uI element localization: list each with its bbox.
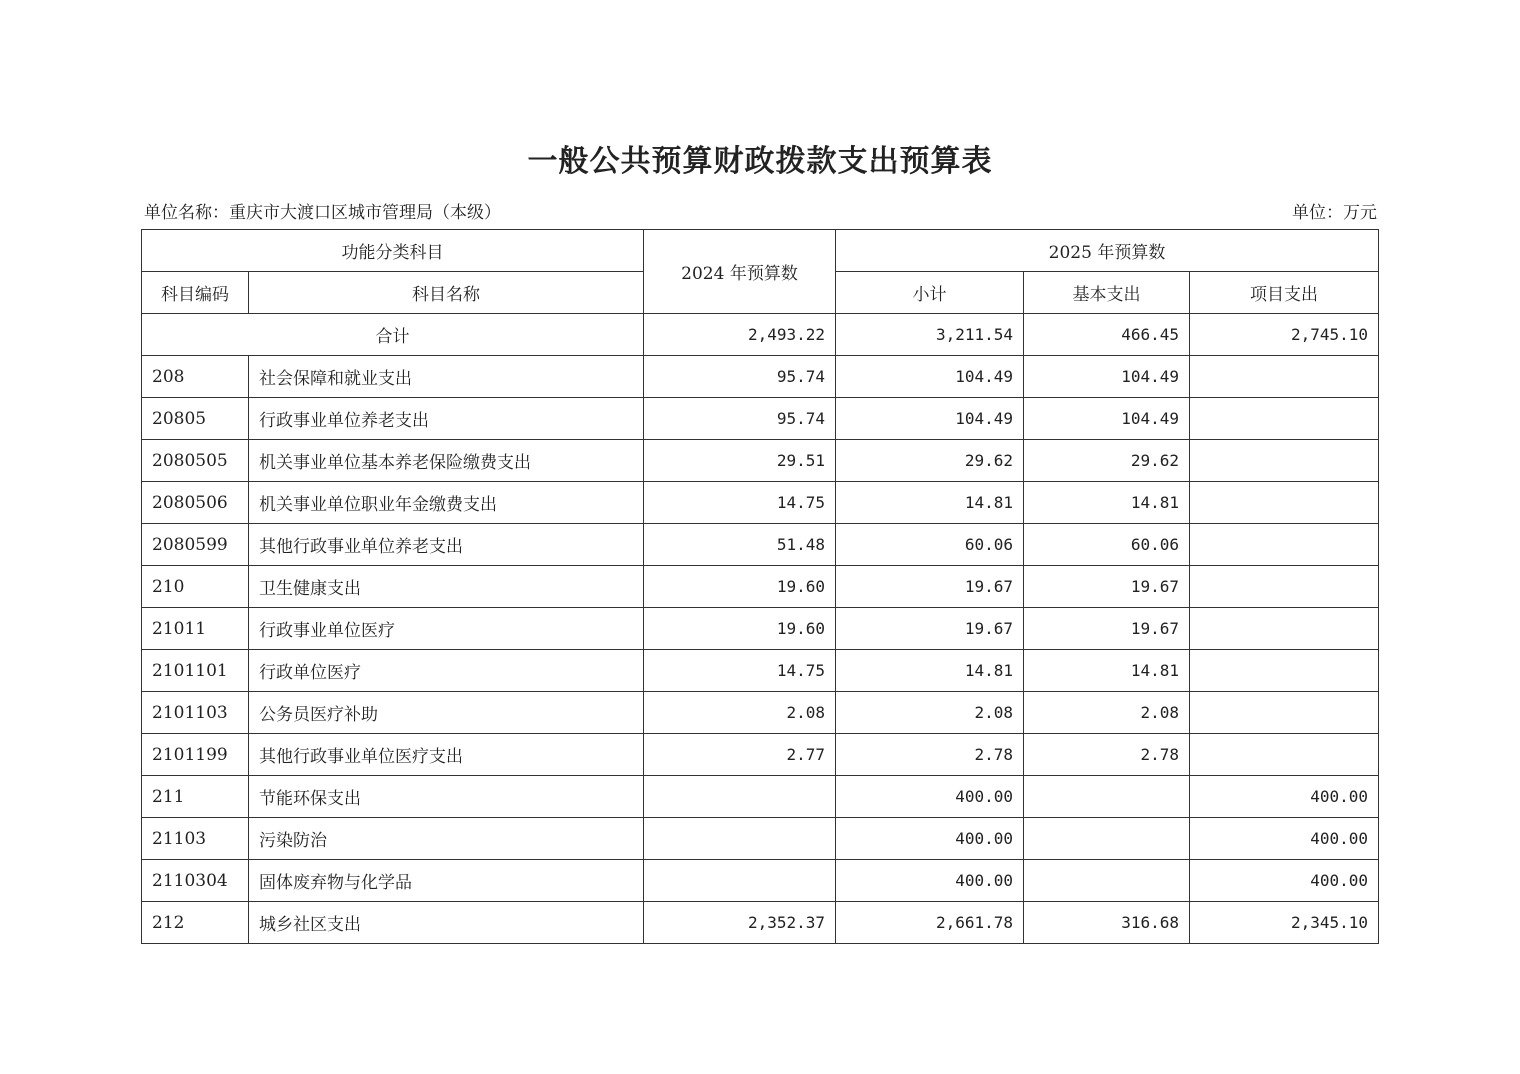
total-label: 合计 (142, 314, 644, 356)
cell-name: 社会保障和就业支出 (249, 356, 644, 398)
total-subtotal: 3,211.54 (836, 314, 1024, 356)
cell-project (1190, 356, 1379, 398)
cell-basic (1024, 776, 1190, 818)
cell-name: 行政单位医疗 (249, 650, 644, 692)
document-title: 一般公共预算财政拨款支出预算表 (527, 144, 993, 179)
cell-budget-2024: 95.74 (644, 398, 836, 440)
cell-budget-2024: 51.48 (644, 524, 836, 566)
cell-code: 211 (142, 776, 249, 818)
cell-basic: 14.81 (1024, 650, 1190, 692)
cell-subtotal: 2.78 (836, 734, 1024, 776)
cell-project (1190, 734, 1379, 776)
total-row (142, 314, 1379, 356)
table-row (142, 650, 1379, 692)
cell-code: 212 (142, 902, 249, 944)
cell-name: 固体废弃物与化学品 (249, 860, 644, 902)
cell-code: 20805 (142, 398, 249, 440)
cell-project (1190, 440, 1379, 482)
cell-basic: 2.78 (1024, 734, 1190, 776)
table-row (142, 482, 1379, 524)
header-code: 科目编码 (142, 272, 249, 314)
table-row (142, 818, 1379, 860)
cell-subtotal: 14.81 (836, 650, 1024, 692)
cell-project: 2,345.10 (1190, 902, 1379, 944)
cell-budget-2024: 14.75 (644, 650, 836, 692)
table-header (142, 230, 1379, 314)
header-name: 科目名称 (249, 272, 644, 314)
total-basic: 466.45 (1024, 314, 1190, 356)
cell-subtotal: 400.00 (836, 818, 1024, 860)
cell-subtotal: 19.67 (836, 608, 1024, 650)
cell-basic: 316.68 (1024, 902, 1190, 944)
table-row (142, 440, 1379, 482)
cell-name: 城乡社区支出 (249, 902, 644, 944)
cell-name: 其他行政事业单位医疗支出 (249, 734, 644, 776)
table-row (142, 566, 1379, 608)
cell-code: 2101103 (142, 692, 249, 734)
cell-basic: 14.81 (1024, 482, 1190, 524)
cell-name: 行政事业单位医疗 (249, 608, 644, 650)
total-project: 2,745.10 (1190, 314, 1379, 356)
cell-basic: 60.06 (1024, 524, 1190, 566)
table-row (142, 398, 1379, 440)
cell-budget-2024: 2.77 (644, 734, 836, 776)
cell-project: 400.00 (1190, 860, 1379, 902)
cell-basic: 19.67 (1024, 566, 1190, 608)
table-row (142, 692, 1379, 734)
cell-project: 400.00 (1190, 776, 1379, 818)
cell-name: 公务员医疗补助 (249, 692, 644, 734)
cell-budget-2024: 2.08 (644, 692, 836, 734)
cell-project (1190, 608, 1379, 650)
table-row (142, 860, 1379, 902)
cell-name: 机关事业单位职业年金缴费支出 (249, 482, 644, 524)
cell-code: 2101199 (142, 734, 249, 776)
unit-of-measure: 单位：万元 (1292, 203, 1377, 223)
cell-basic: 29.62 (1024, 440, 1190, 482)
cell-project (1190, 692, 1379, 734)
cell-subtotal: 104.49 (836, 398, 1024, 440)
cell-name: 污染防治 (249, 818, 644, 860)
cell-basic: 104.49 (1024, 356, 1190, 398)
cell-name: 机关事业单位基本养老保险缴费支出 (249, 440, 644, 482)
cell-code: 2080506 (142, 482, 249, 524)
cell-basic (1024, 818, 1190, 860)
budget-table (141, 229, 1379, 944)
cell-name: 行政事业单位养老支出 (249, 398, 644, 440)
cell-subtotal: 2.08 (836, 692, 1024, 734)
cell-subtotal: 400.00 (836, 860, 1024, 902)
cell-code: 2080599 (142, 524, 249, 566)
cell-code: 210 (142, 566, 249, 608)
header-budget-2024: 2024 年预算数 (644, 230, 836, 314)
header-project: 项目支出 (1190, 272, 1379, 314)
table-row (142, 608, 1379, 650)
cell-name: 节能环保支出 (249, 776, 644, 818)
cell-project (1190, 566, 1379, 608)
table-row (142, 734, 1379, 776)
header-function-category: 功能分类科目 (142, 230, 644, 272)
cell-code: 21103 (142, 818, 249, 860)
cell-name: 卫生健康支出 (249, 566, 644, 608)
cell-subtotal: 400.00 (836, 776, 1024, 818)
cell-code: 21011 (142, 608, 249, 650)
cell-subtotal: 29.62 (836, 440, 1024, 482)
cell-basic: 19.67 (1024, 608, 1190, 650)
cell-budget-2024 (644, 776, 836, 818)
cell-project (1190, 650, 1379, 692)
cell-code: 2101101 (142, 650, 249, 692)
unit-name: 单位名称：重庆市大渡口区城市管理局（本级） (144, 203, 501, 223)
cell-code: 2080505 (142, 440, 249, 482)
header-budget-2025: 2025 年预算数 (836, 230, 1379, 272)
cell-budget-2024: 95.74 (644, 356, 836, 398)
header-basic: 基本支出 (1024, 272, 1190, 314)
cell-project (1190, 398, 1379, 440)
cell-budget-2024: 14.75 (644, 482, 836, 524)
cell-code: 2110304 (142, 860, 249, 902)
table-row (142, 524, 1379, 566)
cell-project (1190, 524, 1379, 566)
cell-project: 400.00 (1190, 818, 1379, 860)
cell-name: 其他行政事业单位养老支出 (249, 524, 644, 566)
header-subtotal: 小计 (836, 272, 1024, 314)
table-body (142, 314, 1379, 944)
cell-budget-2024: 2,352.37 (644, 902, 836, 944)
table-row (142, 776, 1379, 818)
cell-subtotal: 19.67 (836, 566, 1024, 608)
cell-budget-2024 (644, 860, 836, 902)
cell-basic: 2.08 (1024, 692, 1190, 734)
cell-budget-2024: 19.60 (644, 608, 836, 650)
cell-subtotal: 2,661.78 (836, 902, 1024, 944)
cell-basic: 104.49 (1024, 398, 1190, 440)
cell-project (1190, 482, 1379, 524)
cell-budget-2024: 19.60 (644, 566, 836, 608)
table-row (142, 902, 1379, 944)
cell-basic (1024, 860, 1190, 902)
cell-subtotal: 14.81 (836, 482, 1024, 524)
cell-budget-2024: 29.51 (644, 440, 836, 482)
cell-subtotal: 104.49 (836, 356, 1024, 398)
table-row (142, 356, 1379, 398)
cell-subtotal: 60.06 (836, 524, 1024, 566)
cell-budget-2024 (644, 818, 836, 860)
total-budget-2024: 2,493.22 (644, 314, 836, 356)
cell-code: 208 (142, 356, 249, 398)
header-row (142, 230, 1379, 272)
